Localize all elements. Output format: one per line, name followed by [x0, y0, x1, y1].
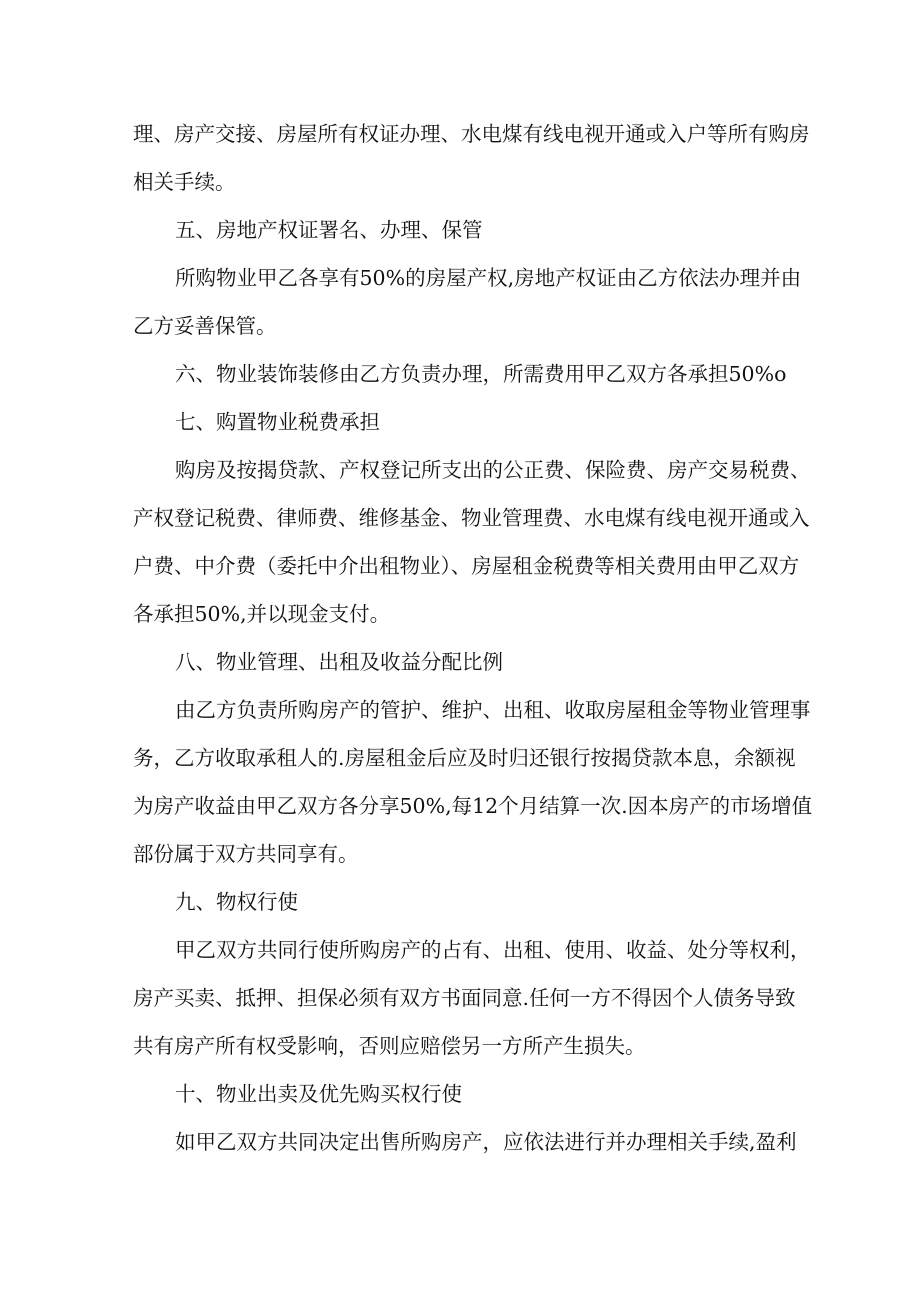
- paragraph-line: 所购物业甲乙各享有50%的房屋产权,房地产权证由乙方依法办理并由: [175, 266, 802, 290]
- paragraph-line: 产权登记税费、律师费、维修基金、物业管理费、水电煤有线电视开通或入: [133, 506, 810, 530]
- paragraph-line: 户费、中介费（委托中介出租物业）、房屋租金税费等相关费用由甲乙双方: [133, 554, 800, 578]
- paragraph-line: 相关手续。: [133, 170, 236, 194]
- section-heading-8: 八、物业管理、出租及收益分配比例: [175, 650, 503, 674]
- paragraph-line: 各承担50%,并以现金支付。: [133, 602, 391, 626]
- paragraph-line: 由乙方负责所购房产的管护、维护、出租、收取房屋租金等物业管理事: [175, 698, 811, 722]
- paragraph-line: 共有房产所有权受影响，否则应赔偿另一方所产生损失。: [133, 1034, 646, 1058]
- paragraph-line: 部份属于双方共同享有。: [133, 842, 359, 866]
- section-heading-9: 九、物权行使: [175, 890, 298, 914]
- section-heading-10: 十、物业出卖及优先购买权行使: [175, 1082, 462, 1106]
- paragraph-line: 购房及按揭贷款、产权登记所支出的公正费、保险费、房产交易税费、: [175, 458, 811, 482]
- section-heading-6: 六、物业装饰装修由乙方负责办理，所需费用甲乙双方各承担50%o: [175, 362, 787, 386]
- paragraph-line: 甲乙双方共同行使所购房产的占有、出租、使用、收益、处分等权利，: [175, 938, 811, 962]
- paragraph-line: 为房产收益由甲乙双方各分享50%,每12个月结算一次.因本房产的市场增值: [133, 794, 813, 818]
- section-heading-5: 五、房地产权证署名、办理、保管: [175, 218, 483, 242]
- section-heading-7: 七、购置物业税费承担: [175, 410, 380, 434]
- paragraph-line: 理、房产交接、房屋所有权证办理、水电煤有线电视开通或入户等所有购房: [133, 122, 810, 146]
- paragraph-line: 务，乙方收取承租人的.房屋租金后应及时归还银行按揭贷款本息，余额视: [133, 746, 796, 770]
- paragraph-line: 乙方妥善保管。: [133, 314, 277, 338]
- paragraph-line: 如甲乙双方共同决定出售所购房产，应依法进行并办理相关手续,盈利: [175, 1130, 797, 1154]
- paragraph-line: 房产买卖、抵押、担保必须有双方书面同意.任何一方不得因个人债务导致: [133, 986, 796, 1010]
